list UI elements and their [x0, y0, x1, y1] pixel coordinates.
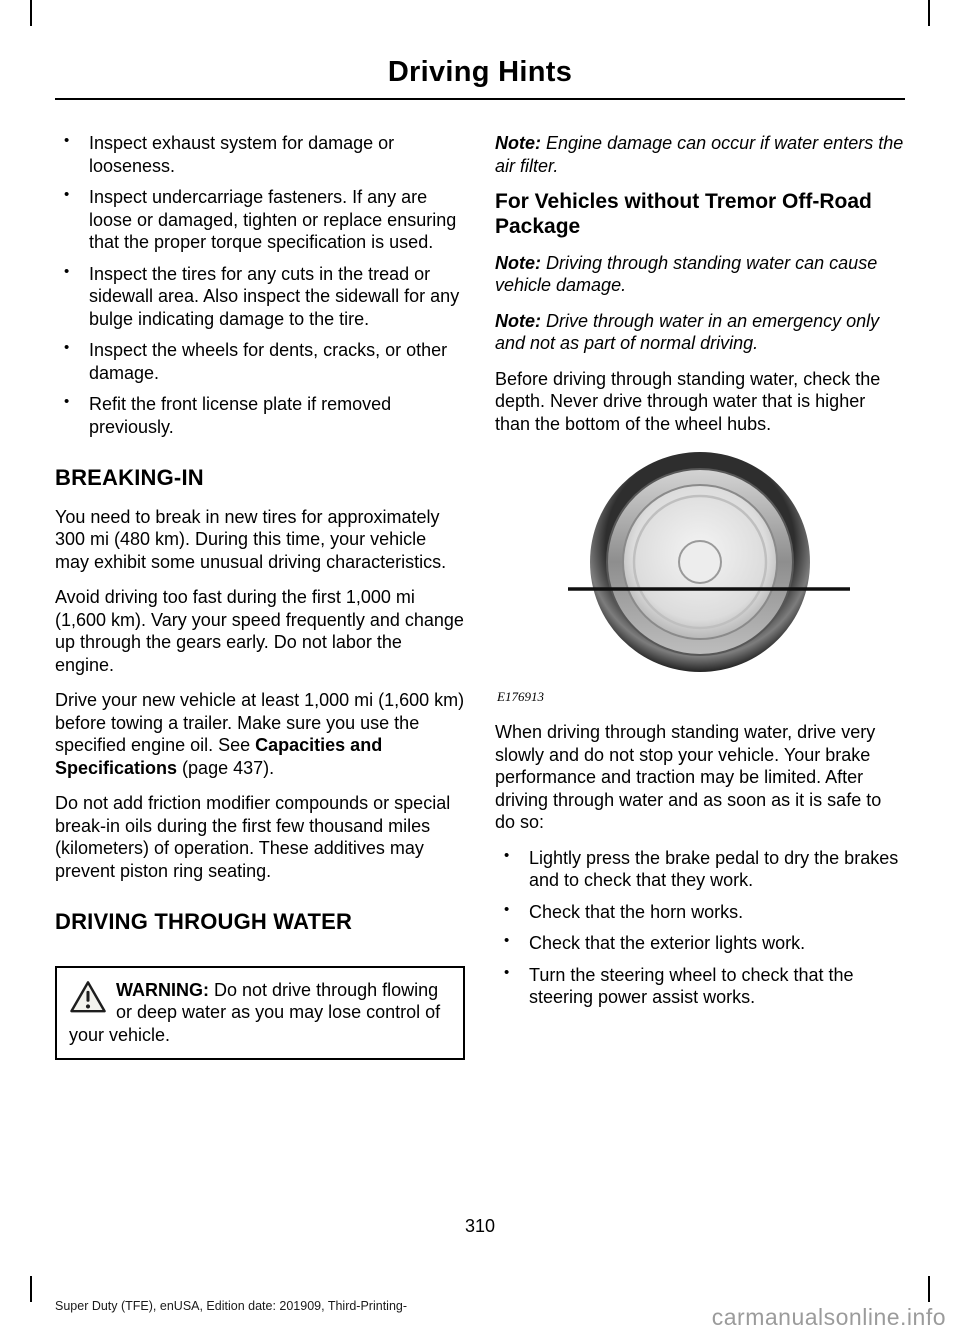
list-item-text: Check that the horn works. [529, 901, 744, 922]
list-item [495, 932, 905, 955]
warning-body [69, 979, 450, 1047]
note-text: Driving through standing water can cause vehicle damage. [495, 252, 878, 296]
bullet-icon: • [504, 963, 510, 981]
paragraph: Avoid driving too fast during the first 1,000 mi (1,600 km). Vary your speed frequently and change up through the gears early. Do not labor the engine. [55, 587, 464, 675]
page-title: Driving Hints [387, 56, 573, 88]
note-label: Note: [495, 133, 541, 153]
page-number: 310 [464, 1216, 496, 1236]
list-item-text: Check that the exterior lights work. [529, 933, 806, 954]
wheel-hub-figure [495, 449, 905, 705]
warning-box [55, 966, 465, 1061]
warning-triangle-icon [69, 980, 107, 1014]
list-item [495, 847, 905, 892]
left-column [55, 132, 465, 1060]
list-item [495, 901, 905, 924]
note-text: Drive through water in an emergency only and not as part of normal driving. [495, 310, 880, 354]
bullet-icon: • [64, 393, 70, 410]
footer-text: Super Duty (TFE), enUSA, Edition date: 201909, Third-Printing- [55, 1299, 408, 1313]
cross-reference: Capacities and Specifications [55, 735, 383, 778]
list-item-text: Inspect the tires for any cuts in the tread or sidewall area. Also inspect the sidewall for any bulge indicating damage to the tire. [89, 263, 460, 329]
note [495, 310, 905, 355]
crop-mark-top-right [928, 0, 930, 26]
list-item-text: Refit the front license plate if removed previously. [89, 394, 392, 437]
inspection-bullet-list [55, 132, 465, 438]
right-column [495, 132, 905, 1060]
list-item-text: Inspect the wheels for dents, cracks, or other damage. [89, 340, 448, 383]
list-item-text: Inspect undercarriage fasteners. If any are loose or damaged, tighten or replace ensuring that the proper torque specification is used. [89, 187, 457, 252]
crop-mark-bottom-left [30, 1276, 32, 1302]
list-item [495, 964, 905, 1009]
after-water-checklist [495, 847, 905, 1009]
bullet-icon: • [64, 339, 70, 356]
note-text: Engine damage can occur if water enters the air filter. [495, 133, 904, 176]
bullet-icon: • [504, 900, 510, 918]
title-rule [55, 98, 905, 100]
list-item [55, 339, 465, 384]
paragraph-with-reference [55, 689, 465, 779]
note [495, 132, 905, 177]
list-item-text: Inspect exhaust system for damage or looseness. [89, 133, 395, 176]
bullet-icon: • [64, 132, 70, 149]
warning-text: Do not drive through flowing or deep water as you may lose control of your vehicle. [69, 979, 441, 1045]
bullet-icon: • [504, 846, 510, 864]
paragraph-text: Drive your new vehicle at least 1,000 mi (1,600 km) before towing a trailer. Make sure you use the specified engine oil. See [55, 690, 465, 755]
warning-label: WARNING: [116, 979, 209, 1000]
list-item [55, 393, 465, 438]
two-column-layout [55, 132, 905, 1060]
list-item-text: Lightly press the brake pedal to dry the brakes and to check that they work. [529, 847, 899, 891]
list-item [55, 263, 465, 331]
bullet-icon: • [64, 186, 70, 203]
bullet-icon: • [504, 932, 510, 950]
paragraph: Before driving through standing water, check the depth. Never drive through water that is higher than the bottom of the wheel hubs. [495, 368, 881, 434]
wheel-hub-water-level-image [550, 449, 850, 687]
list-item [55, 132, 465, 177]
section-heading-tremor-package: For Vehicles without Tremor Off-Road Package [495, 190, 872, 238]
crop-mark-top-left [30, 0, 32, 26]
section-heading-breaking-in: BREAKING-IN [55, 465, 204, 490]
note-label: Note: [495, 252, 541, 273]
paragraph: You need to break in new tires for approximately 300 mi (480 km). During this time, your vehicle may exhibit some unusual driving characteristics. [55, 506, 447, 572]
figure-code: E176913 [497, 689, 544, 705]
paragraph: Do not add friction modifier compounds or special break-in oils during the first few thousand miles (kilometers) of operation. These additives may prevent piston ring seating. [55, 793, 451, 881]
crop-mark-bottom-right [928, 1276, 930, 1302]
watermark: carmanualsonline.info [711, 1304, 946, 1330]
paragraph-text: (page 437). [177, 757, 275, 778]
section-heading-driving-through-water: DRIVING THROUGH WATER [55, 909, 353, 934]
paragraph: When driving through standing water, drive very slowly and do not stop your vehicle. Your brake performance and traction may be limited. After driving through water and as soon as it is safe to do so: [495, 722, 882, 833]
note-label: Note: [495, 310, 541, 331]
list-item [55, 186, 465, 254]
note [495, 252, 905, 297]
list-item-text: Turn the steering wheel to check that the steering power assist works. [529, 964, 854, 1008]
bullet-icon: • [64, 262, 70, 280]
